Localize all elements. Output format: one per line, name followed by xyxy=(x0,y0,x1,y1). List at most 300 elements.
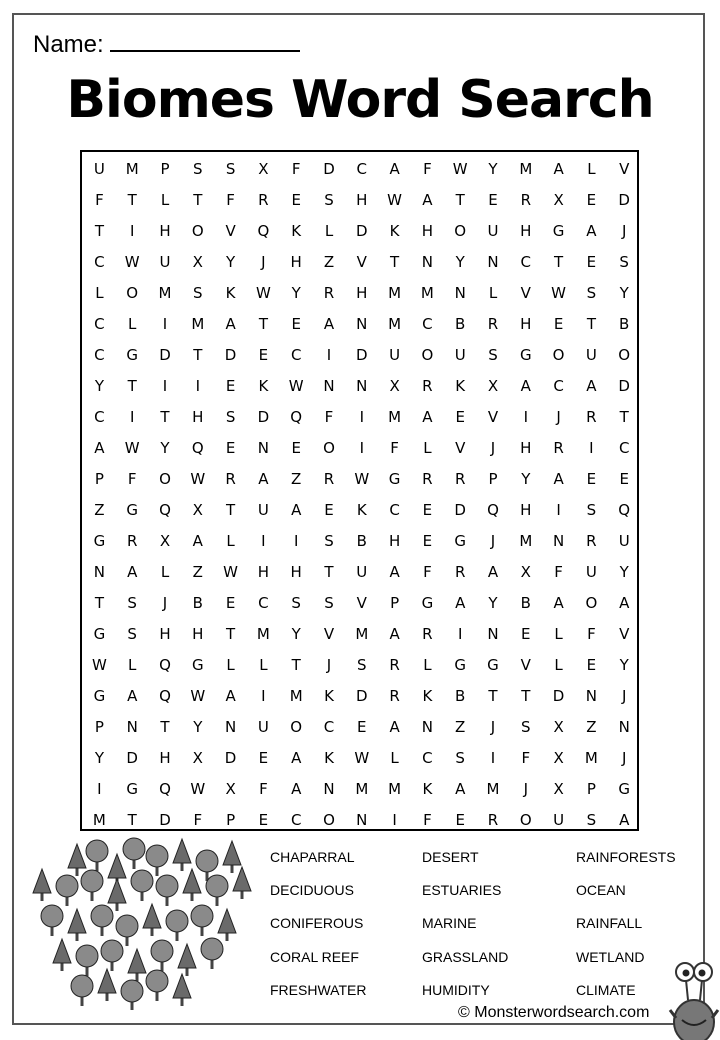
grid-letter[interactable]: O xyxy=(126,284,139,302)
grid-letter[interactable]: N xyxy=(454,284,466,302)
grid-letter[interactable]: P xyxy=(586,780,596,798)
grid-letter[interactable]: I xyxy=(162,377,168,395)
grid-letter[interactable]: W xyxy=(223,563,238,581)
grid-letter[interactable]: S xyxy=(586,501,597,519)
grid-letter[interactable]: W xyxy=(190,470,206,488)
grid-letter[interactable]: R xyxy=(454,563,466,581)
grid-letter[interactable]: J xyxy=(523,780,528,798)
grid-letter[interactable]: G xyxy=(93,625,106,643)
grid-letter[interactable]: W xyxy=(124,253,140,271)
grid-letter[interactable]: O xyxy=(519,811,532,829)
grid-letter[interactable]: S xyxy=(324,594,334,612)
grid-letter[interactable]: L xyxy=(587,160,596,178)
grid-letter[interactable]: X xyxy=(553,780,564,798)
grid-letter[interactable]: L xyxy=(423,439,432,457)
grid-letter[interactable]: G xyxy=(454,532,466,550)
grid-letter[interactable]: S xyxy=(357,656,367,674)
grid-letter[interactable]: X xyxy=(487,377,499,395)
grid-letter[interactable]: D xyxy=(159,346,171,364)
grid-letter[interactable]: D xyxy=(618,191,630,209)
grid-letter[interactable]: A xyxy=(586,222,597,240)
grid-letter[interactable]: B xyxy=(520,594,531,612)
grid-letter[interactable]: E xyxy=(225,377,236,395)
grid-letter[interactable]: W xyxy=(190,687,206,705)
grid-letter[interactable]: U xyxy=(585,563,597,581)
grid-letter[interactable]: F xyxy=(291,160,301,178)
grid-letter[interactable]: A xyxy=(389,160,400,178)
grid-letter[interactable]: N xyxy=(618,718,630,736)
grid-letter[interactable]: I xyxy=(293,532,299,550)
grid-letter[interactable]: O xyxy=(454,222,467,240)
grid-letter[interactable]: L xyxy=(423,656,432,674)
grid-letter[interactable]: H xyxy=(421,222,434,240)
grid-letter[interactable]: N xyxy=(585,687,598,705)
grid-letter[interactable]: E xyxy=(586,253,597,271)
grid-letter[interactable]: R xyxy=(454,470,466,488)
grid-letter[interactable]: V xyxy=(356,594,367,612)
grid-letter[interactable]: J xyxy=(621,687,627,705)
grid-letter[interactable]: W xyxy=(354,749,370,767)
grid-letter[interactable]: V xyxy=(225,222,236,240)
grid-letter[interactable]: E xyxy=(357,718,367,736)
grid-letter[interactable]: E xyxy=(455,408,465,426)
grid-letter[interactable]: Y xyxy=(619,656,629,674)
grid-letter[interactable]: T xyxy=(127,191,137,209)
grid-letter[interactable]: M xyxy=(256,625,270,643)
grid-letter[interactable]: E xyxy=(455,811,465,829)
grid-letter[interactable]: V xyxy=(619,625,630,643)
grid-letter[interactable]: X xyxy=(389,377,400,395)
grid-letter[interactable]: P xyxy=(94,470,104,488)
grid-letter[interactable]: A xyxy=(520,377,531,395)
grid-letter[interactable]: H xyxy=(192,625,204,643)
grid-letter[interactable]: B xyxy=(455,315,466,333)
grid-letter[interactable]: G xyxy=(93,687,106,705)
grid-letter[interactable]: C xyxy=(618,439,630,457)
grid-letter[interactable]: R xyxy=(520,191,531,209)
grid-letter[interactable]: V xyxy=(356,253,367,271)
grid-letter[interactable]: X xyxy=(520,563,531,581)
grid-letter[interactable]: F xyxy=(423,811,432,829)
grid-letter[interactable]: D xyxy=(257,408,270,426)
grid-letter[interactable]: X xyxy=(553,749,564,767)
grid-letter[interactable]: M xyxy=(388,284,402,302)
grid-letter[interactable]: F xyxy=(554,563,563,581)
grid-letter[interactable]: T xyxy=(127,377,137,395)
grid-letter[interactable]: O xyxy=(618,346,631,364)
grid-letter[interactable]: H xyxy=(520,222,532,240)
grid-letter[interactable]: R xyxy=(323,284,335,302)
name-blank-line[interactable] xyxy=(110,28,300,52)
grid-letter[interactable]: C xyxy=(94,315,105,333)
grid-letter[interactable]: F xyxy=(95,191,104,209)
grid-letter[interactable]: A xyxy=(455,780,466,798)
grid-letter[interactable]: Y xyxy=(291,625,301,643)
grid-letter[interactable]: W xyxy=(124,439,140,457)
grid-letter[interactable]: J xyxy=(261,253,266,271)
grid-letter[interactable]: U xyxy=(356,563,368,581)
grid-letter[interactable]: I xyxy=(129,222,135,240)
grid-letter[interactable]: K xyxy=(324,749,334,767)
grid-letter[interactable]: E xyxy=(619,470,629,488)
grid-letter[interactable]: R xyxy=(553,439,564,457)
grid-letter[interactable]: G xyxy=(618,780,630,798)
grid-letter[interactable]: E xyxy=(586,656,597,674)
grid-letter[interactable]: R xyxy=(225,470,236,488)
grid-letter[interactable]: Y xyxy=(488,160,498,178)
grid-letter[interactable]: P xyxy=(160,160,170,178)
grid-letter[interactable]: N xyxy=(356,315,368,333)
grid-letter[interactable]: L xyxy=(390,749,399,767)
grid-letter[interactable]: T xyxy=(390,253,400,271)
grid-letter[interactable]: T xyxy=(94,594,104,612)
grid-letter[interactable]: G xyxy=(93,532,106,550)
grid-letter[interactable]: I xyxy=(556,501,561,519)
grid-letter[interactable]: A xyxy=(291,501,302,519)
grid-letter[interactable]: U xyxy=(487,222,499,240)
grid-letter[interactable]: T xyxy=(193,191,203,209)
grid-letter[interactable]: T xyxy=(554,253,564,271)
grid-letter[interactable]: T xyxy=(193,346,203,364)
grid-letter[interactable]: T xyxy=(324,563,334,581)
grid-letter[interactable]: C xyxy=(94,253,105,271)
grid-letter[interactable]: L xyxy=(226,656,235,674)
grid-letter[interactable]: F xyxy=(259,780,268,798)
grid-letter[interactable]: R xyxy=(389,687,400,705)
grid-letter[interactable]: L xyxy=(259,656,268,674)
grid-letter[interactable]: H xyxy=(290,253,302,271)
grid-letter[interactable]: A xyxy=(455,594,466,612)
grid-letter[interactable]: E xyxy=(258,346,269,364)
grid-letter[interactable]: A xyxy=(422,408,433,426)
grid-letter[interactable]: F xyxy=(193,811,203,829)
grid-letter[interactable]: H xyxy=(159,625,171,643)
grid-letter[interactable]: F xyxy=(390,439,399,457)
grid-letter[interactable]: T xyxy=(226,625,236,643)
grid-letter[interactable]: Z xyxy=(94,501,105,519)
grid-letter[interactable]: J xyxy=(556,408,561,426)
grid-letter[interactable]: C xyxy=(520,253,532,271)
grid-letter[interactable]: V xyxy=(619,160,630,178)
grid-letter[interactable]: F xyxy=(423,160,432,178)
grid-letter[interactable]: K xyxy=(422,780,433,798)
grid-letter[interactable]: E xyxy=(586,191,597,209)
grid-letter[interactable]: N xyxy=(224,718,237,736)
grid-letter[interactable]: U xyxy=(553,811,565,829)
grid-letter[interactable]: W xyxy=(91,656,107,674)
grid-letter[interactable]: Q xyxy=(290,408,303,426)
grid-letter[interactable]: Q xyxy=(159,656,171,674)
grid-letter[interactable]: W xyxy=(354,470,370,488)
grid-letter[interactable]: L xyxy=(160,563,170,581)
grid-letter[interactable]: T xyxy=(127,811,137,829)
grid-letter[interactable]: Y xyxy=(488,594,498,612)
grid-letter[interactable]: L xyxy=(488,284,498,302)
grid-letter[interactable]: Q xyxy=(159,780,171,798)
grid-letter[interactable]: J xyxy=(326,656,332,674)
grid-letter[interactable]: E xyxy=(553,315,564,333)
grid-letter[interactable]: C xyxy=(323,718,335,736)
grid-letter[interactable]: G xyxy=(487,656,499,674)
grid-letter[interactable]: D xyxy=(224,346,237,364)
grid-letter[interactable]: U xyxy=(389,346,401,364)
grid-letter[interactable]: U xyxy=(585,346,597,364)
grid-letter[interactable]: C xyxy=(553,377,564,395)
grid-letter[interactable]: S xyxy=(455,749,465,767)
grid-letter[interactable]: A xyxy=(258,470,269,488)
grid-letter[interactable]: K xyxy=(356,501,367,519)
grid-letter[interactable]: E xyxy=(258,811,269,829)
grid-letter[interactable]: S xyxy=(586,811,597,829)
grid-letter[interactable]: M xyxy=(584,749,598,767)
grid-letter[interactable]: S xyxy=(521,718,531,736)
grid-letter[interactable]: F xyxy=(127,470,137,488)
grid-letter[interactable]: H xyxy=(159,222,171,240)
grid-letter[interactable]: H xyxy=(388,532,401,550)
grid-letter[interactable]: S xyxy=(324,191,334,209)
grid-letter[interactable]: V xyxy=(487,408,499,426)
grid-letter[interactable]: H xyxy=(356,284,368,302)
grid-letter[interactable]: O xyxy=(552,346,565,364)
grid-letter[interactable]: D xyxy=(224,749,237,767)
grid-letter[interactable]: H xyxy=(159,749,171,767)
grid-letter[interactable]: X xyxy=(192,501,203,519)
grid-letter[interactable]: M xyxy=(486,780,500,798)
grid-letter[interactable]: E xyxy=(225,594,236,612)
grid-letter[interactable]: A xyxy=(389,563,400,581)
grid-letter[interactable]: K xyxy=(455,377,466,395)
grid-letter[interactable]: D xyxy=(159,811,171,829)
grid-letter[interactable]: X xyxy=(159,532,171,550)
grid-letter[interactable]: M xyxy=(92,811,106,829)
grid-letter[interactable]: G xyxy=(388,470,401,488)
grid-letter[interactable]: E xyxy=(422,532,433,550)
grid-letter[interactable]: D xyxy=(356,222,368,240)
grid-letter[interactable]: G xyxy=(126,346,138,364)
grid-letter[interactable]: J xyxy=(162,594,168,612)
grid-letter[interactable]: N xyxy=(323,780,335,798)
grid-letter[interactable]: N xyxy=(421,718,434,736)
grid-letter[interactable]: A xyxy=(127,687,138,705)
grid-letter[interactable]: Y xyxy=(160,439,170,457)
grid-letter[interactable]: H xyxy=(520,315,532,333)
grid-letter[interactable]: M xyxy=(191,315,205,333)
grid-letter[interactable]: O xyxy=(323,811,335,829)
grid-letter[interactable]: I xyxy=(490,749,496,767)
grid-letter[interactable]: P xyxy=(94,718,104,736)
grid-letter[interactable]: C xyxy=(258,594,269,612)
grid-letter[interactable]: F xyxy=(423,563,432,581)
grid-letter[interactable]: V xyxy=(455,439,466,457)
grid-letter[interactable]: I xyxy=(457,625,463,643)
grid-letter[interactable]: Y xyxy=(94,749,104,767)
grid-letter[interactable]: R xyxy=(422,470,433,488)
grid-letter[interactable]: T xyxy=(160,408,170,426)
grid-letter[interactable]: W xyxy=(288,377,304,395)
grid-letter[interactable]: U xyxy=(257,501,269,519)
grid-letter[interactable]: P xyxy=(390,594,400,612)
grid-letter[interactable]: K xyxy=(258,377,269,395)
grid-letter[interactable]: M xyxy=(355,780,369,798)
grid-letter[interactable]: L xyxy=(554,625,563,643)
grid-letter[interactable]: I xyxy=(523,408,528,426)
grid-letter[interactable]: Y xyxy=(226,253,236,271)
grid-letter[interactable]: D xyxy=(618,377,630,395)
grid-letter[interactable]: C xyxy=(94,408,105,426)
grid-letter[interactable]: V xyxy=(520,656,531,674)
grid-letter[interactable]: B xyxy=(455,687,466,705)
grid-letter[interactable]: H xyxy=(520,501,532,519)
grid-letter[interactable]: E xyxy=(422,501,433,519)
grid-letter[interactable]: R xyxy=(422,625,433,643)
grid-letter[interactable]: X xyxy=(553,718,564,736)
grid-letter[interactable]: B xyxy=(192,594,203,612)
grid-letter[interactable]: T xyxy=(619,408,629,426)
grid-letter[interactable]: T xyxy=(521,687,531,705)
grid-letter[interactable]: D xyxy=(356,346,368,364)
grid-letter[interactable]: I xyxy=(261,532,266,550)
grid-letter[interactable]: M xyxy=(289,687,303,705)
grid-letter[interactable]: I xyxy=(195,377,200,395)
grid-letter[interactable]: A xyxy=(291,780,302,798)
grid-letter[interactable]: X xyxy=(225,780,236,798)
grid-letter[interactable]: G xyxy=(191,656,204,674)
grid-letter[interactable]: T xyxy=(455,191,465,209)
grid-letter[interactable]: A xyxy=(553,160,564,178)
grid-letter[interactable]: Y xyxy=(619,284,629,302)
grid-letter[interactable]: D xyxy=(126,749,138,767)
grid-letter[interactable]: H xyxy=(192,408,204,426)
grid-letter[interactable]: G xyxy=(519,346,532,364)
grid-letter[interactable]: W xyxy=(452,160,468,178)
grid-letter[interactable]: C xyxy=(356,160,368,178)
grid-letter[interactable]: A xyxy=(586,377,597,395)
grid-letter[interactable]: N xyxy=(93,563,106,581)
grid-letter[interactable]: N xyxy=(126,718,138,736)
grid-letter[interactable]: R xyxy=(487,811,499,829)
grid-letter[interactable]: F xyxy=(226,191,235,209)
grid-letter[interactable]: J xyxy=(490,532,496,550)
grid-letter[interactable]: F xyxy=(521,749,531,767)
grid-letter[interactable]: Q xyxy=(487,501,499,519)
grid-letter[interactable]: N xyxy=(323,377,335,395)
grid-letter[interactable]: E xyxy=(291,315,301,333)
grid-letter[interactable]: U xyxy=(454,346,466,364)
grid-letter[interactable]: A xyxy=(619,811,630,829)
grid-letter[interactable]: C xyxy=(389,501,400,519)
grid-letter[interactable]: U xyxy=(618,532,630,550)
grid-letter[interactable]: I xyxy=(359,439,364,457)
grid-letter[interactable]: I xyxy=(392,811,397,829)
grid-letter[interactable]: G xyxy=(421,594,434,612)
grid-letter[interactable]: E xyxy=(586,470,597,488)
grid-letter[interactable]: Q xyxy=(191,439,204,457)
grid-letter[interactable]: E xyxy=(291,191,301,209)
grid-letter[interactable]: L xyxy=(128,656,137,674)
grid-letter[interactable]: A xyxy=(553,470,564,488)
grid-letter[interactable]: T xyxy=(160,718,170,736)
grid-letter[interactable]: R xyxy=(487,315,499,333)
grid-letter[interactable]: X xyxy=(192,749,203,767)
grid-letter[interactable]: Z xyxy=(323,253,335,271)
grid-letter[interactable]: A xyxy=(127,563,138,581)
grid-letter[interactable]: X xyxy=(192,253,203,271)
grid-letter[interactable]: Y xyxy=(455,253,465,271)
grid-letter[interactable]: L xyxy=(554,656,563,674)
grid-letter[interactable]: C xyxy=(422,749,433,767)
grid-letter[interactable]: A xyxy=(323,315,335,333)
grid-letter[interactable]: V xyxy=(520,284,531,302)
grid-letter[interactable]: N xyxy=(356,811,368,829)
grid-letter[interactable]: R xyxy=(258,191,269,209)
grid-letter[interactable]: J xyxy=(490,718,496,736)
grid-letter[interactable]: T xyxy=(291,656,301,674)
grid-letter[interactable]: S xyxy=(291,594,301,612)
grid-letter[interactable]: M xyxy=(158,284,172,302)
grid-letter[interactable]: S xyxy=(619,253,629,271)
grid-letter[interactable]: S xyxy=(193,284,203,302)
grid-letter[interactable]: C xyxy=(94,346,105,364)
grid-letter[interactable]: W xyxy=(255,284,271,302)
grid-letter[interactable]: N xyxy=(487,253,499,271)
grid-letter[interactable]: T xyxy=(226,501,236,519)
grid-letter[interactable]: A xyxy=(225,315,236,333)
grid-letter[interactable]: A xyxy=(389,625,400,643)
grid-letter[interactable]: L xyxy=(160,191,170,209)
grid-letter[interactable]: Q xyxy=(618,501,631,519)
grid-letter[interactable]: W xyxy=(387,191,402,209)
grid-letter[interactable]: N xyxy=(257,439,270,457)
grid-letter[interactable]: Y xyxy=(291,284,301,302)
grid-letter[interactable]: X xyxy=(553,191,564,209)
grid-letter[interactable]: D xyxy=(323,160,335,178)
grid-letter[interactable]: M xyxy=(519,532,533,550)
grid-letter[interactable]: H xyxy=(356,191,368,209)
grid-letter[interactable]: K xyxy=(389,222,400,240)
grid-letter[interactable]: S xyxy=(586,284,597,302)
grid-letter[interactable]: T xyxy=(586,315,596,333)
grid-letter[interactable]: A xyxy=(422,191,433,209)
grid-letter[interactable]: E xyxy=(291,439,301,457)
grid-letter[interactable]: K xyxy=(422,687,433,705)
grid-letter[interactable]: P xyxy=(488,470,498,488)
grid-letter[interactable]: D xyxy=(454,501,466,519)
grid-letter[interactable]: G xyxy=(126,501,138,519)
grid-letter[interactable]: G xyxy=(552,222,565,240)
grid-letter[interactable]: A xyxy=(192,532,203,550)
grid-letter[interactable]: M xyxy=(125,160,139,178)
grid-letter[interactable]: T xyxy=(258,315,268,333)
grid-letter[interactable]: B xyxy=(619,315,630,333)
grid-letter[interactable]: K xyxy=(225,284,236,302)
grid-letter[interactable]: J xyxy=(621,222,627,240)
grid-letter[interactable]: H xyxy=(257,563,270,581)
grid-letter[interactable]: C xyxy=(290,811,302,829)
grid-letter[interactable]: Y xyxy=(521,470,531,488)
grid-letter[interactable]: I xyxy=(261,687,266,705)
grid-letter[interactable]: G xyxy=(454,656,466,674)
grid-letter[interactable]: B xyxy=(356,532,367,550)
grid-letter[interactable]: S xyxy=(225,408,236,426)
grid-letter[interactable]: G xyxy=(126,780,138,798)
grid-letter[interactable]: O xyxy=(421,346,434,364)
grid-letter[interactable]: S xyxy=(324,532,334,550)
grid-letter[interactable]: A xyxy=(619,594,630,612)
grid-letter[interactable]: K xyxy=(291,222,302,240)
grid-letter[interactable]: Z xyxy=(291,470,302,488)
grid-letter[interactable]: L xyxy=(324,222,334,240)
grid-letter[interactable]: N xyxy=(356,377,368,395)
